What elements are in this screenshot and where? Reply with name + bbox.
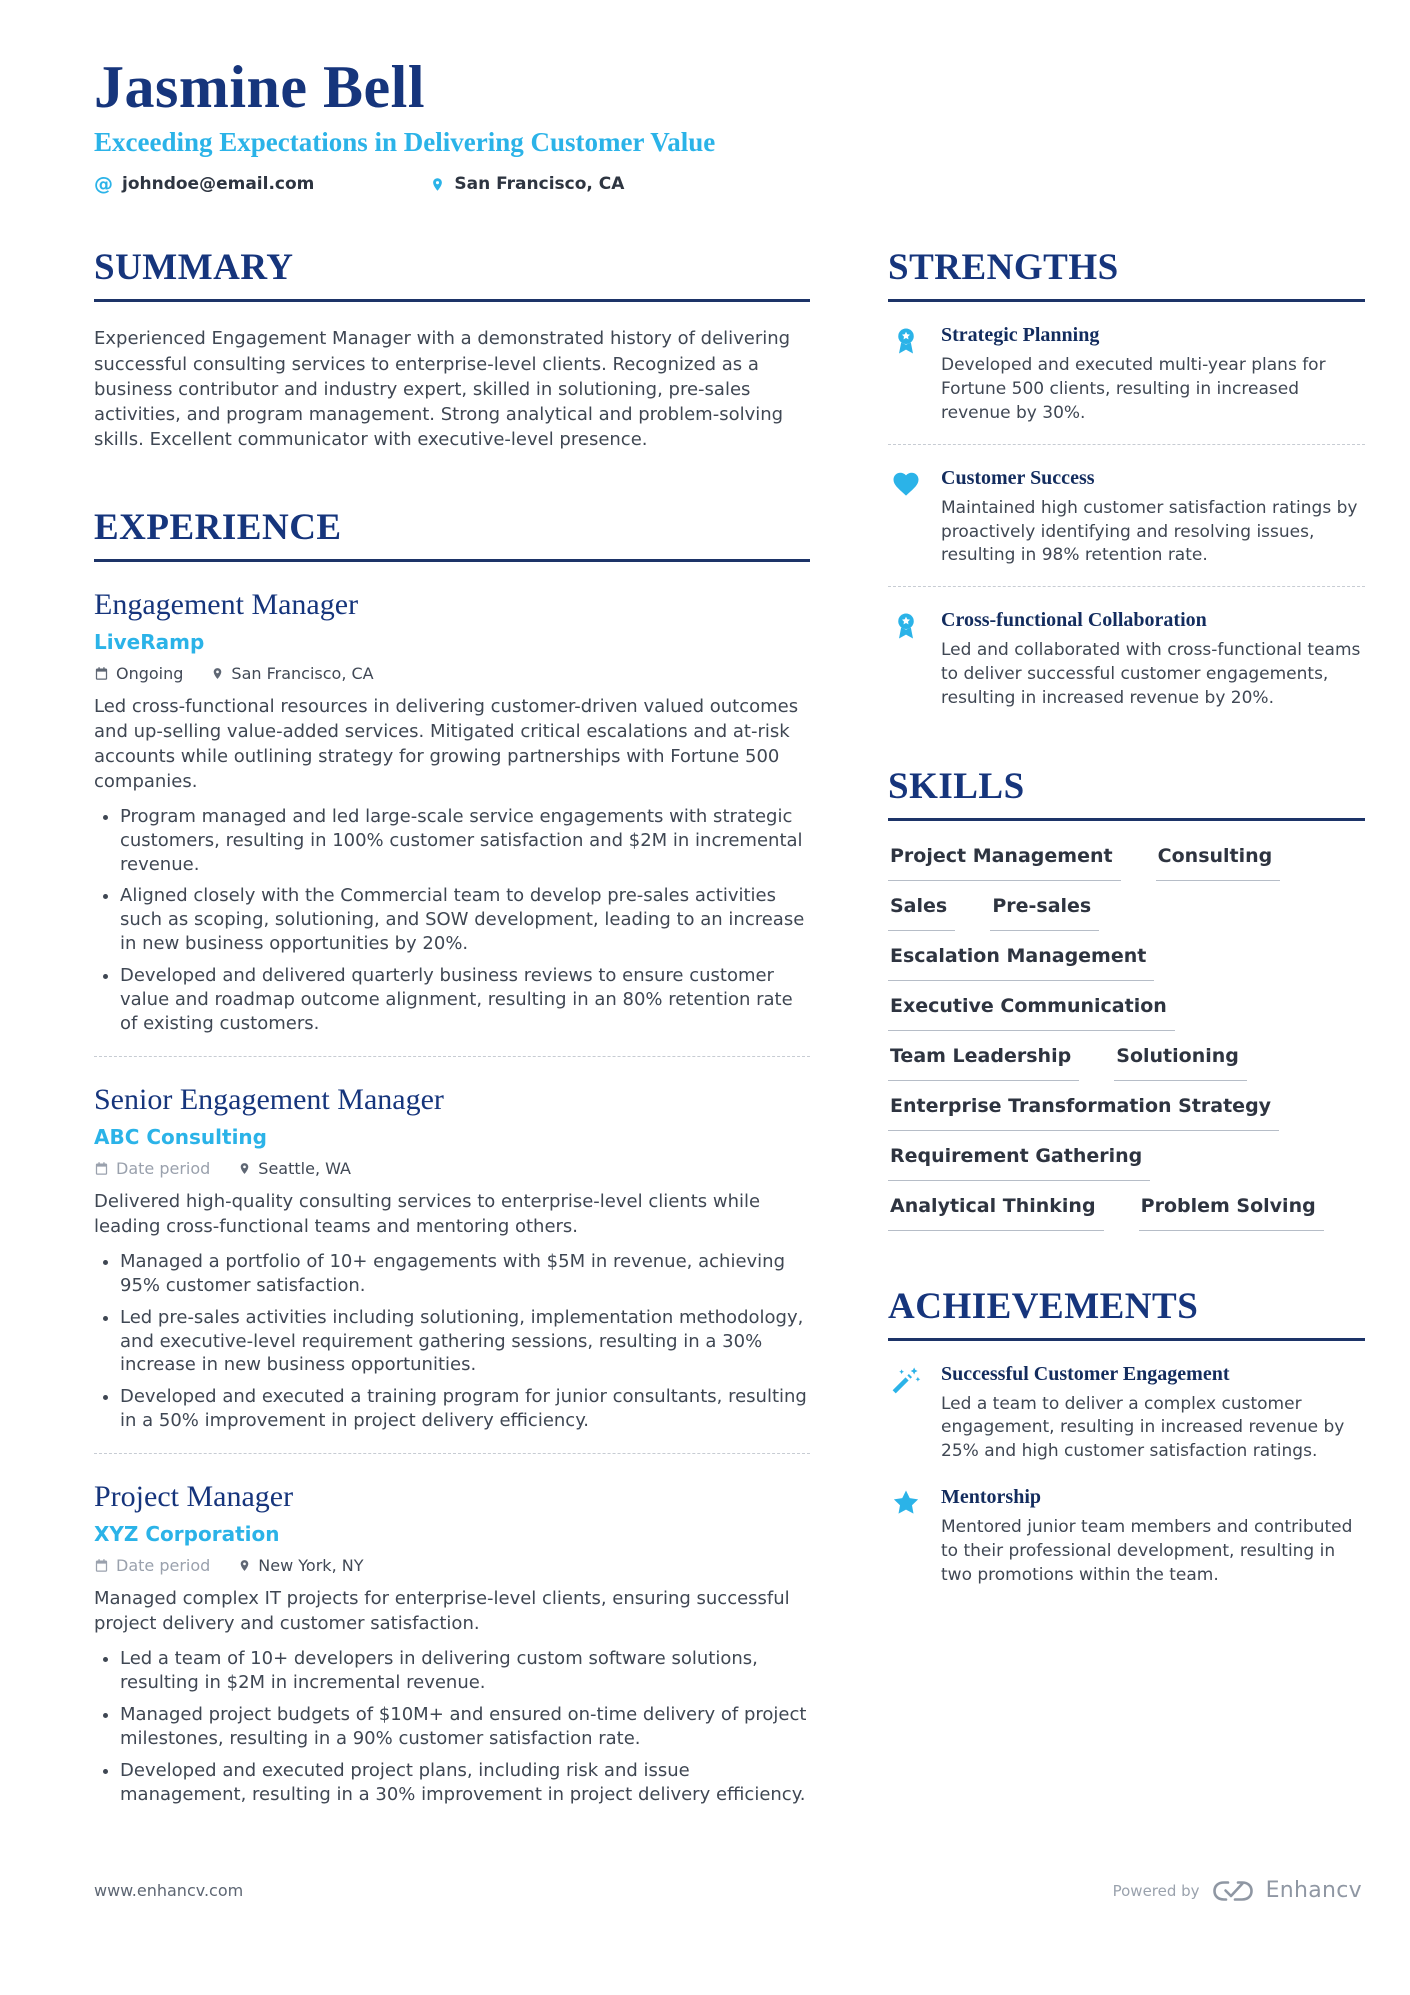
- bullet-item: • Developed and executed a training program for junior consultants, resulting in a 50% improvement in project delivery efficiency.: [120, 1385, 810, 1433]
- bullet-item: • Program managed and led large-scale service engagements with strategic customers, resulting in 100% customer satisfaction and $2M in incremental revenue.: [120, 805, 810, 877]
- experience-title: EXPERIENCE: [94, 506, 810, 562]
- job-description: Managed complex IT projects for enterprise-level clients, ensuring successful project delivery and customer satisfaction.: [94, 1588, 790, 1635]
- skill-item: Team Leadership: [888, 1031, 1079, 1081]
- job-location-text: New York, NY: [258, 1556, 364, 1576]
- powered-by-label: Powered by: [1112, 1881, 1200, 1900]
- enhancv-logo-icon[interactable]: [1212, 1879, 1254, 1903]
- dashed-divider: [94, 1453, 810, 1454]
- bullet-item: • Developed and executed project plans, including risk and issue management, resulting in a 30% improvement in project delivery efficiency.: [120, 1759, 810, 1807]
- achievement-body: [941, 1486, 1365, 1587]
- candidate-name: Jasmine Bell: [94, 54, 425, 120]
- summary-title: SUMMARY: [94, 246, 810, 302]
- skill-item: Solutioning: [1114, 1031, 1247, 1081]
- location-pin-icon: [430, 176, 445, 193]
- star-icon: [888, 1486, 924, 1587]
- email-at-icon: @: [94, 172, 113, 195]
- strength-body: [941, 324, 1365, 425]
- email-text: johndoe@email.com: [122, 174, 315, 195]
- skill-item: Escalation Management: [888, 931, 1154, 981]
- company-name: LiveRamp: [94, 630, 205, 655]
- calendar-icon: [94, 1161, 109, 1176]
- tagline: Exceeding Expectations in Delivering Customer Value: [94, 127, 716, 158]
- strengths-title: STRENGTHS: [888, 246, 1365, 302]
- skill-item: Consulting: [1156, 831, 1281, 881]
- skills-row: [888, 831, 1365, 881]
- skills-title: SKILLS: [888, 765, 1365, 821]
- skills-row: [888, 1131, 1365, 1181]
- job-meta-row: [94, 664, 810, 683]
- skill-item: Analytical Thinking: [888, 1181, 1104, 1231]
- job-location: [238, 1556, 363, 1575]
- company-name: ABC Consulting: [94, 1125, 267, 1150]
- skill-item: Requirement Gathering: [888, 1131, 1150, 1181]
- achievement-item: [888, 1363, 1365, 1464]
- achievement-title: Successful Customer Engagement: [941, 1362, 1230, 1385]
- job-date-text: Ongoing: [116, 664, 184, 684]
- strength-item: [888, 609, 1365, 710]
- job-bullets: [94, 1647, 810, 1807]
- location-pin-icon: [238, 1558, 251, 1573]
- job-meta-row: [94, 1159, 810, 1178]
- website-link[interactable]: www.enhancv.com: [94, 1881, 244, 1900]
- skills-row: [888, 931, 1365, 981]
- calendar-icon: [94, 666, 109, 681]
- skill-item: Problem Solving: [1139, 1181, 1324, 1231]
- job-location: [211, 664, 373, 683]
- job-location-text: Seattle, WA: [258, 1159, 351, 1179]
- bullet-item: • Managed project budgets of $10M+ and ensured on-time delivery of project milestones, resulting in a 90% customer satisfaction rate.: [120, 1703, 810, 1751]
- skill-item: Project Management: [888, 831, 1121, 881]
- strength-body: [941, 609, 1365, 710]
- job-description: Led cross-functional resources in delivering customer-driven valued outcomes and up-selling value-added services. Mitigated critical escalations and at-risk accounts while outlining strategy for growing partnerships with Fortune 500 companies.: [94, 696, 799, 792]
- skill-item: Enterprise Transformation Strategy: [888, 1081, 1279, 1131]
- achievement-item: [888, 1486, 1365, 1587]
- heart-icon: [888, 467, 924, 568]
- enhancv-wordmark[interactable]: Enhancv: [1265, 1878, 1362, 1903]
- achievement-text: Mentored junior team members and contributed to their professional development, resulting in two promotions within the team.: [941, 1516, 1353, 1585]
- job-date-text: Date period: [116, 1159, 211, 1179]
- job-date: [94, 1556, 210, 1575]
- job-entry: [94, 1083, 810, 1433]
- job-title: Engagement Manager: [94, 588, 359, 622]
- location-contact: [430, 174, 624, 194]
- strength-item: [888, 324, 1365, 425]
- job-title: Project Manager: [94, 1480, 294, 1514]
- job-date: [94, 1159, 210, 1178]
- job-date-text: Date period: [116, 1556, 211, 1576]
- left-column: [94, 246, 810, 1860]
- strength-title: Cross-functional Collaboration: [941, 609, 1207, 632]
- company-name: XYZ Corporation: [94, 1522, 280, 1547]
- bullet-item: • Managed a portfolio of 10+ engagements with $5M in revenue, achieving 95% customer satisfaction.: [120, 1250, 810, 1298]
- page-footer: [94, 1878, 1362, 1903]
- achievement-title: Mentorship: [941, 1485, 1041, 1508]
- right-column: [888, 246, 1365, 1860]
- summary-section: [94, 246, 810, 452]
- strength-text: Developed and executed multi-year plans for Fortune 500 clients, resulting in increased revenue by 30%.: [941, 355, 1326, 423]
- strength-item: [888, 467, 1365, 568]
- job-title: Senior Engagement Manager: [94, 1083, 444, 1117]
- strength-title: Strategic Planning: [941, 324, 1100, 347]
- job-bullets: [94, 1250, 810, 1434]
- bullet-item: • Developed and delivered quarterly business reviews to ensure customer value and roadmap outcome alignment, resulting in an 80% retention rate of existing customers.: [120, 964, 810, 1036]
- skills-row: [888, 881, 1365, 931]
- dashed-divider: [888, 444, 1365, 445]
- contact-row: [94, 174, 1316, 194]
- skills-row: [888, 1081, 1365, 1131]
- resume-header: [0, 0, 1410, 194]
- skills-row: [888, 981, 1365, 1031]
- job-meta-row: [94, 1556, 810, 1575]
- strength-title: Customer Success: [941, 466, 1095, 489]
- skills-section: [888, 765, 1365, 1231]
- bullet-item: • Led a team of 10+ developers in delivering custom software solutions, resulting in $2M in incremental revenue.: [120, 1647, 810, 1695]
- bullet-item: • Aligned closely with the Commercial team to develop pre-sales activities such as scoping, solutioning, and SOW development, leading to an increase in new business opportunities by 20%.: [120, 884, 810, 956]
- skill-item: Executive Communication: [888, 981, 1175, 1031]
- medal-icon: [888, 324, 924, 425]
- dashed-divider: [888, 586, 1365, 587]
- achievement-text: Led a team to deliver a complex customer engagement, resulting in increased revenue by 25% and high customer satisfaction ratings.: [941, 1393, 1345, 1462]
- content-columns: [0, 246, 1410, 1860]
- magic-wand-icon: [888, 1363, 924, 1464]
- strength-body: [941, 467, 1365, 568]
- calendar-icon: [94, 1558, 109, 1573]
- email-contact: [94, 174, 314, 194]
- achievements-title: ACHIEVEMENTS: [888, 1285, 1365, 1341]
- job-location-text: San Francisco, CA: [231, 664, 374, 684]
- powered-by: [1113, 1878, 1362, 1903]
- achievements-section: [888, 1285, 1365, 1588]
- bullet-item: • Led pre-sales activities including solutioning, implementation methodology, and executive-level requirement gathering sessions, resulting in a 30% increase in new business opportunities.: [120, 1306, 810, 1378]
- strengths-section: [888, 246, 1365, 710]
- job-entry: [94, 588, 810, 1036]
- job-date: [94, 664, 183, 683]
- skills-list: [888, 831, 1365, 1231]
- job-entry: [94, 1480, 810, 1806]
- skill-item: Pre-sales: [990, 881, 1099, 931]
- job-location: [238, 1159, 351, 1178]
- experience-section: [94, 506, 810, 1806]
- skills-row: [888, 1031, 1365, 1081]
- strength-text: Maintained high customer satisfaction ratings by proactively identifying and resolving issues, resulting in 98% retention rate.: [941, 497, 1358, 566]
- summary-text: Experienced Engagement Manager with a demonstrated history of delivering successful consulting services to enterprise-level clients. Recognized as a business contributor and industry expert, skilled in solutioning, pre-sales activities, and program management. Strong analytical and problem-solving skills. Excellent communicator with executive-level presence.: [94, 328, 791, 451]
- dashed-divider: [94, 1056, 810, 1057]
- medal-icon: [888, 609, 924, 710]
- skills-row: [888, 1181, 1365, 1231]
- skill-item: Sales: [888, 881, 955, 931]
- job-description: Delivered high-quality consulting services to enterprise-level clients while leading cross-functional teams and mentoring others.: [94, 1191, 761, 1237]
- strength-text: Led and collaborated with cross-functional teams to deliver successful customer engagements, resulting in increased revenue by 20%.: [941, 640, 1361, 708]
- job-bullets: [94, 805, 810, 1036]
- location-text: San Francisco, CA: [454, 174, 625, 195]
- location-pin-icon: [211, 666, 224, 681]
- location-pin-icon: [238, 1161, 251, 1176]
- achievement-body: [941, 1363, 1365, 1464]
